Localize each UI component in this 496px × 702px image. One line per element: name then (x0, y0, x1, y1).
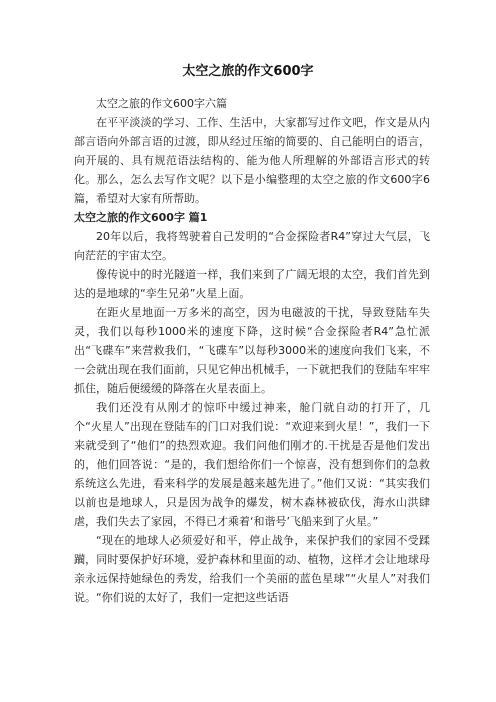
body-paragraph: “现在的地球人必须爱好和平，停止战争，来保护我们的家园不受蹂躏，同时要保护好环境，爱护森林和里面的动、植物，这样才会让地球母亲永远保持她绿色的秀发，给我们一个美丽的蓝色星球”“火星人”对我们说。“你们说的太好了，我们一定把这些话语 (74, 534, 430, 604)
section-heading: 太空之旅的作文600字 篇1 (74, 211, 208, 224)
subtitle-paragraph: 太空之旅的作文600字六篇 (96, 97, 227, 110)
body-paragraph: 在距火星地面一万多米的高空，因为电磁波的干扰，导致登陆车失灵，我们以每秒1000米的速度下降，这时候“合金探险者R4”急忙派出“飞碟车”来营救我们，“飞碟车”以每秒3000米的速度向我们飞来，不一会就出现在我们面前，只见它伸出机械手，一下就把我们的登陆车牢牢抓住，随后便缓缓的降落在火星表面上。 (74, 306, 430, 395)
body-paragraph: 20年以后，我将驾驶着自己发明的“合金探险者R4”穿过大气层，飞向茫茫的宇宙太空。 (74, 230, 430, 262)
body-paragraph: 我们还没有从刚才的惊吓中缓过神来，舱门就自动的打开了，几个“火星人”出现在登陆车的门口对我们说：“欢迎来到火星！”，我们一下来就受到了“他们”的热烈欢迎。我们问他们刚才的.干扰是否是他们发出的，他们回答说：“是的，我们想给你们一个惊喜，没有想到你们的急救系统这么先进，看来科学的发展是越来越先进了。”他们又说：“其实我们以前也是地球人，只是因为战争的爆发，树木森林被砍伐，海水山洪肆虐，我们失去了家园，不得已才乘着‘和谐号’飞船来到了火星。” (74, 401, 430, 528)
document-title: 太空之旅的作文600字 (182, 64, 314, 79)
intro-paragraph: 在平平淡淡的学习、工作、生活中，大家都写过作文吧，作文是从内部言语向外部言语的过渡，即从经过压缩的简要的、自己能明白的语言，向开展的、具有规范语法结构的、能为他人所理解的外部语言形式的转化。那么，怎么去写作文呢？以下是小编整理的太空之旅的作文600字6篇，希望对大家有所帮助。 (74, 116, 430, 205)
document-body (74, 94, 430, 607)
body-paragraph: 像传说中的时光隧道一样，我们来到了广阔无垠的太空，我们首先到达的是地球的“孪生兄弟”火星上面。 (74, 268, 430, 300)
